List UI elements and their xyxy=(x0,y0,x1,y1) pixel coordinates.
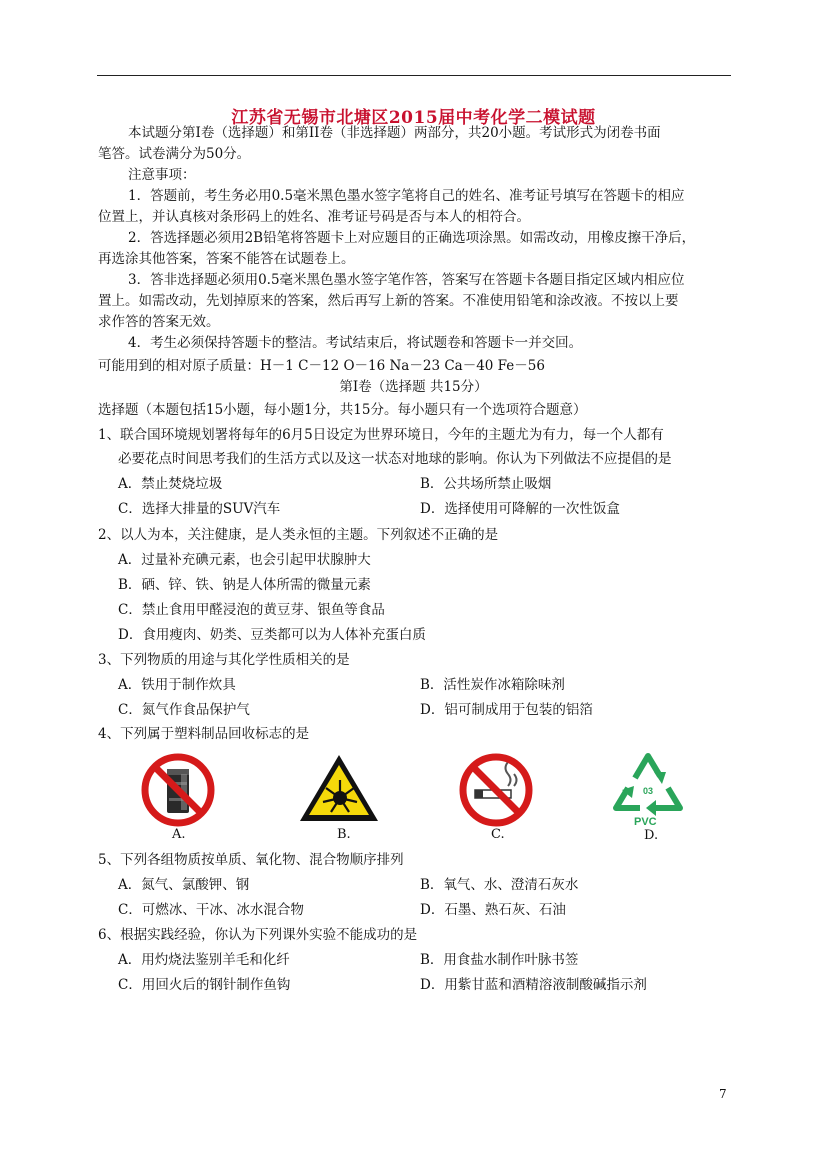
option: B．公共场所禁止吸烟 xyxy=(420,476,552,492)
header-rule xyxy=(97,75,731,76)
question-stem: 6、根据实践经验，你认为下列课外实验不能成功的是 xyxy=(98,927,418,943)
atomic-mass: 可能用到的相对原子质量：H－1 C－12 O－16 Na－23 Ca－40 Fe－56 xyxy=(98,358,545,374)
option: B．氧气、水、澄清石灰水 xyxy=(420,877,579,893)
option: A．用灼烧法鉴别羊毛和化纤 xyxy=(118,952,290,968)
notice-item: 4．考生必须保持答题卡的整洁。考试结束后，将试题卷和答题卡一并交回。 xyxy=(128,335,583,351)
question-stem: 1、联合国环境规划署将每年的6月5日设定为世界环境日，今年的主题尤为有力，每一个人都有 xyxy=(98,427,664,443)
intro-line: 本试题分第I卷（选择题）和第II卷（非选择题）两部分，共20小题。考试形式为闭卷书面 xyxy=(128,125,661,141)
option: A．禁止焚烧垃圾 xyxy=(118,476,223,492)
option: D．选择使用可降解的一次性饭盒 xyxy=(420,501,620,517)
notice-item: 1．答题前，考生务必用0.5毫米黑色墨水签字笔将自己的姓名、准考证号填写在答题卡的相应 xyxy=(128,188,685,204)
option: A．过量补充碘元素，也会引起甲状腺肿大 xyxy=(118,552,371,568)
notice-item: 位置上，并认真核对条形码上的姓名、准考证号码是否与本人的相符合。 xyxy=(98,209,530,225)
page-number: 7 xyxy=(719,1087,727,1101)
question-stem: 2、以人为本，关注健康，是人类永恒的主题。下列叙述不正确的是 xyxy=(98,527,499,543)
explosive-warning-icon xyxy=(297,752,381,824)
section-instruction: 选择题（本题包括15小题，每小题1分，共15分。每小题只有一个选项符合题意） xyxy=(98,402,587,418)
option: B．用食盐水制作叶脉书签 xyxy=(420,952,579,968)
recycle-number: 03 xyxy=(642,786,654,796)
recycle-code: PVC xyxy=(634,816,657,828)
image-caption: D. xyxy=(644,828,659,843)
intro-line: 笔答。试卷满分为50分。 xyxy=(98,146,251,162)
option: C．选择大排量的SUV汽车 xyxy=(118,501,281,517)
question-stem: 4、下列属于塑料制品回收标志的是 xyxy=(98,726,310,742)
question-stem: 必要花点时间思考我们的生活方式以及这一状态对地球的影响。你认为下列做法不应提倡的是 xyxy=(118,451,672,467)
notice-item: 再选涂其他答案，答案不能答在试题卷上。 xyxy=(98,251,355,267)
option: B．活性炭作冰箱除味剂 xyxy=(420,677,565,693)
no-oil-drum-icon xyxy=(140,752,216,828)
page-title: 江苏省无锡市北塘区2015届中考化学二模试题 xyxy=(231,108,596,128)
notice-item: 3．答非选择题必须用0.5毫米黑色墨水签字笔作答，答案写在答题卡各题目指定区域内相应位 xyxy=(128,272,685,288)
option: C．可燃冰、干冰、冰水混合物 xyxy=(118,902,304,918)
image-caption: C. xyxy=(491,827,505,842)
option: D．铝可制成用于包装的铝箔 xyxy=(420,702,593,718)
recycle-pvc-icon xyxy=(610,750,686,818)
option: C．氮气作食品保护气 xyxy=(118,702,250,718)
option: C．用回火后的钢针制作鱼钩 xyxy=(118,977,291,993)
no-smoking-icon xyxy=(458,752,534,828)
notice-heading: 注意事项： xyxy=(128,167,196,183)
notice-item: 置上。如需改动，先划掉原来的答案，然后再写上新的答案。不准使用铅笔和涂改液。不按以上要 xyxy=(98,293,679,309)
image-caption: A. xyxy=(172,827,186,842)
option: D．用紫甘蓝和酒精溶液制酸碱指示剂 xyxy=(420,977,647,993)
option: C．禁止食用甲醛浸泡的黄豆芽、银鱼等食品 xyxy=(118,602,385,618)
option: A．氮气、氯酸钾、钢 xyxy=(118,877,250,893)
section-heading: 第Ⅰ卷（选择题 共15分） xyxy=(339,379,488,395)
notice-item: 求作答的答案无效。 xyxy=(98,314,220,330)
option: D．食用瘦肉、奶类、豆类都可以为人体补充蛋白质 xyxy=(118,627,426,643)
question-stem: 5、下列各组物质按单质、氧化物、混合物顺序排列 xyxy=(98,852,404,868)
notice-item: 2．答选择题必须用2B铅笔将答题卡上对应题目的正确选项涂黑。如需改动，用橡皮擦干净后， xyxy=(128,230,696,246)
option: B．硒、锌、铁、钠是人体所需的微量元素 xyxy=(118,577,371,593)
question-stem: 3、下列物质的用途与其化学性质相关的是 xyxy=(98,652,350,668)
option: D．石墨、熟石灰、石油 xyxy=(420,902,566,918)
image-caption: B. xyxy=(337,827,351,842)
option: A．铁用于制作炊具 xyxy=(118,677,236,693)
